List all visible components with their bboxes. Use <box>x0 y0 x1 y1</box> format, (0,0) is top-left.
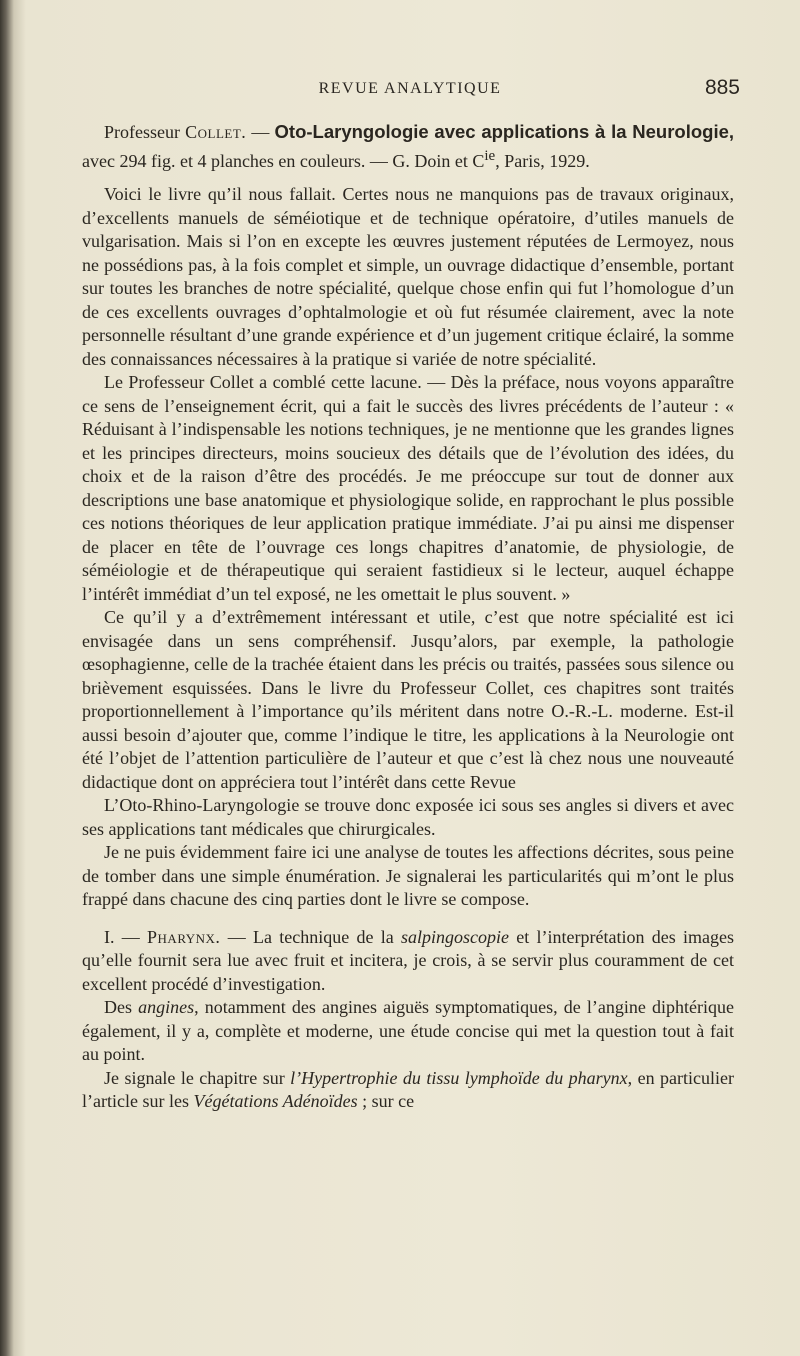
section-heading-pharynx: Pharynx. <box>147 926 221 947</box>
running-head: REVUE ANALYTIQUE <box>318 80 502 97</box>
section-gap <box>82 912 734 926</box>
paragraph-1: Voici le livre qu’il nous fallait. Certes nous ne manquions pas de travaux originaux, d’excellents manuels de séméiotique et de technique opératoire, d’utiles manuels de vulgarisation. Mais si l’on en excepte les œuvres justement réputées de Lermoyez, nous ne possédions pas, à la fois complet et simple, un ouvrage didactique d’ensemble, portant sur toutes les branches de notre spécialité, quelque chose enfin qui fut l’homologue d’un de ces excellents ouvrages d’ophtalmologie et où fut résumée clairement, avec la note personnelle résultant d’une grande expérience et d’un jugement critique éclairé, la somme des connaissances nécessaires à la pratique si variée de notre spécialité. <box>82 184 734 369</box>
page-number: 885 <box>704 76 740 99</box>
paragraph-pharynx <box>82 926 734 997</box>
paragraph-3: Ce qu’il y a d’extrêmement intéressant et utile, c’est que notre spécialité est ici envisagée dans un sens compréhensif. Jusqu’alors, par exemple, la pathologie œsophagienne, celle de la trachée étaient dans les précis ou traités, passées sous silence ou brièvement esquissées. Dans le livre du Professeur Collet, ces chapitres sont traités proportionnellement à l’importance qu’ils méritent dans notre O.-R.-L. moderne. Est-il aussi besoin d’ajouter que, comme l’indique le titre, les applications à la Neurologie ont été l’objet de l’attention particulière de l’auteur et que c’est là chez nous une nouveauté didactique dont on appréciera tout l’intérêt dans cette Revue <box>82 607 734 792</box>
text-run: , notamment des angines aiguës symptomatiques, de l’angine diphtérique également, il y a, complète et moderne, une étude concise qui met la question tout à fait au point. <box>82 997 734 1064</box>
emphasis-salpingoscopie: salpingoscopie <box>400 926 509 947</box>
reference-details: avec 294 fig. et 4 planches en couleurs. — G. Doin et C <box>82 150 485 171</box>
emphasis-vegetations: Végétations Adénoïdes <box>193 1091 358 1111</box>
reference-prefix: Professeur <box>104 122 180 142</box>
emphasis-hypertrophie: l’Hypertrophie du tissu lymphoïde du pharynx <box>290 1067 628 1088</box>
reference-dash: — <box>246 122 275 142</box>
paragraph-4: L’Oto-Rhino-Laryngologie se trouve donc exposée ici sous ses angles si divers et avec ses applications tant médicales que chirurgicales. <box>82 795 734 839</box>
text-run: — La technique de la <box>220 926 401 947</box>
book-title: Oto-Laryngologie avec applications à la Neurologie, <box>274 121 735 142</box>
text-run: Je signale le chapitre sur <box>104 1067 291 1088</box>
page-header <box>80 76 740 106</box>
paragraph-5: Je ne puis évidemment faire ici une analyse de toutes les affections décrites, sous peine de tomber dans une simple énumération. Je signalerai les particularités qui m’ont le plus frappé dans chacune des cinq parties dont le livre se compose. <box>82 842 734 909</box>
text-run: et l’interprétation des images qu’elle fournit sera lue avec fruit et incitera, je crois, à se servir plus couramment de cet excellent procédé d’investigation. <box>82 926 734 994</box>
text-run: ; sur ce <box>357 1091 415 1111</box>
article-body <box>82 120 734 1114</box>
reference-place: , Paris, 1929. <box>495 150 590 171</box>
paragraph-2: Le Professeur Collet a comblé cette lacune. — Dès la préface, nous voyons apparaître ce sens de l’enseignement écrit, qui a fait le succès des livres précédents de l’auteur : « Réduisant à l’indispensable les notions techniques, je ne mentionne que les grandes lignes et les principes directeurs, moins soucieux des détails que de l’évolution des idées, du choix et de la raison d’être des procédés. Je me préoccupe sur tout de donner aux descriptions une base anatomique et physiologique solide, en rapprochant le plus possible ces notions théoriques de leur application pratique immédiate. J’ai pu ainsi me dispenser de placer en tête de l’ouvrage ces longs chapitres d’anatomie, de physiologie, de séméiologie et de thérapeutique qui seraient fastidieux si le lecteur, auquel échappe l’intérêt immédiat d’un tel exposé, ne les omettait le plus souvent. » <box>82 372 734 604</box>
paragraph-angines <box>82 996 734 1067</box>
section-number: I. — <box>104 926 148 947</box>
reference-author: Collet. <box>185 122 247 142</box>
emphasis-angines: angines <box>138 997 195 1017</box>
book-reference <box>82 120 734 173</box>
text-run: Des <box>104 997 139 1017</box>
paragraph-hypertrophie <box>82 1067 734 1114</box>
text-run: , en particulier l’article sur les <box>82 1067 735 1111</box>
reference-sup: ie <box>484 147 496 164</box>
